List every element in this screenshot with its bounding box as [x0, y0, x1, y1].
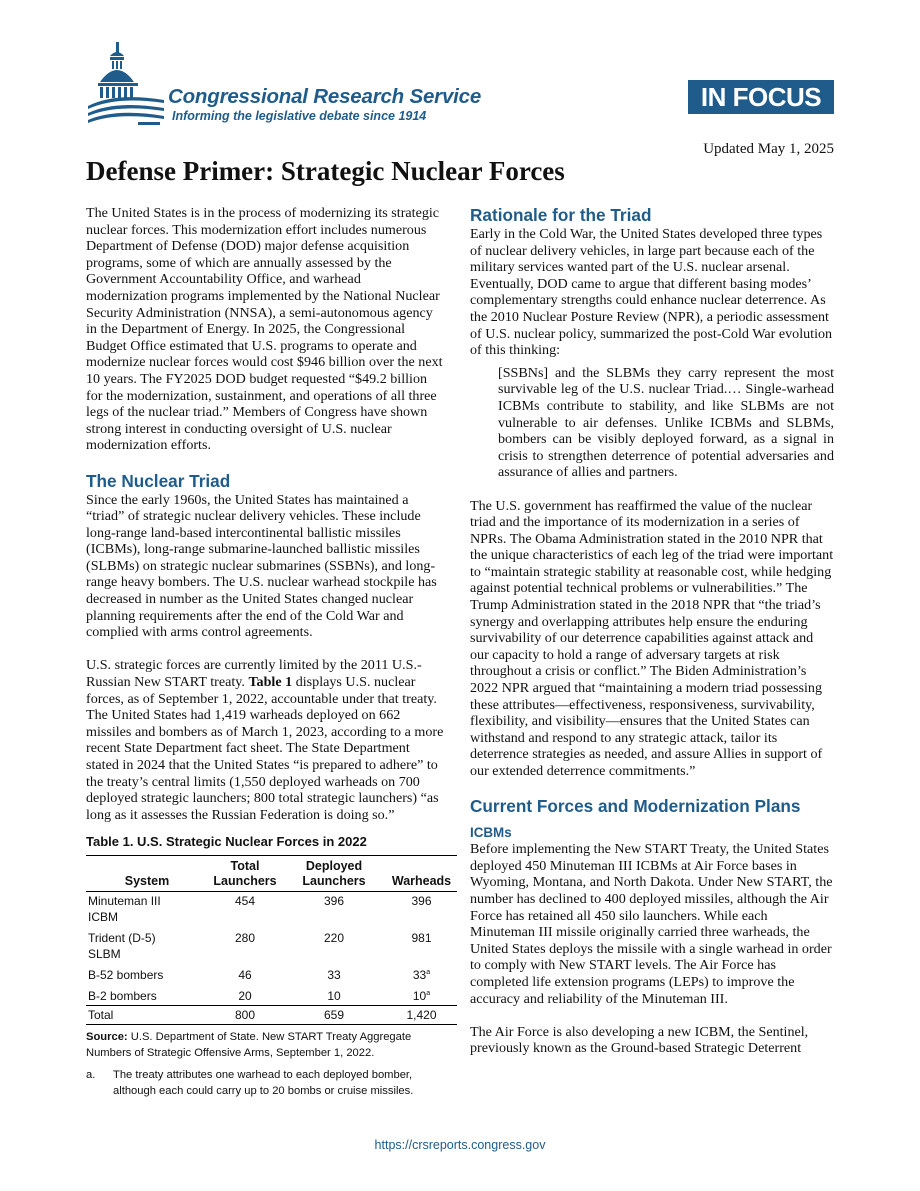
icbm-paragraph-2: The Air Force is also developing a new ICBM, the Sentinel, previously known as the Ground-based Strategic Deterrent	[470, 1023, 809, 1057]
crs-logo	[86, 40, 486, 132]
cell-warheads: 981	[411, 930, 432, 945]
footer-link[interactable]: https://crsreports.congress.gov	[374, 1138, 546, 1152]
note-marker: a.	[86, 1068, 96, 1081]
triad-p2-part-b: displays U.S. nuclear forces, as of September 1, 2022, accountable under that treaty. The United States had 1,419 warheads deployed on 662 missiles and bombers as of March 1, 2023, according to a more recent State Department fact sheet. The State Department stated in 2024 that the United States “is prepared to adhere” to the treaty’s central limits (1,550 deployed warheads on 700 deployed strategic launchers; 800 total strategic launchers) “as long as it assesses the Russian Federation is doing so.”	[86, 674, 444, 823]
source-label: Source:	[86, 1030, 128, 1043]
triad-paragraph-2	[86, 657, 444, 823]
cell-deployed: 396	[323, 893, 345, 908]
cell-deployed: 659	[282, 1005, 386, 1024]
table-header-row	[86, 855, 457, 891]
cell-total: 280	[234, 930, 256, 945]
rationale-paragraph-2: The U.S. government has reaffirmed the value of the nuclear triad and the importance of its modernization in a series of NPRs. The Obama Administration stated in the 2010 NPR that the unique characteristics of each leg of the triad were important to “maintain strategic stability at reasonable cost, while hedging against potential technical problems or vulnerabilities.” The Trump Administration stated in the 2018 NPR that “the triad’s synergy and overlapping attributes help ensure the enduring survivability of our deterrence capabilities against attack and our capacity to hold a range of adversary targets at risk throughout a crisis or conflict.” The Biden Administration’s 2022 NPR argued that “maintaining a modern triad possessing these attributes—effectiveness, responsiveness, survivability, flexibility, and visibility—ensures that the United States can withstand and respond to any strategic attack, tailor its deterrence strategies as needed, and assure Allies in support of our extended deterrence commitments.”	[470, 497, 834, 779]
note-text: The treaty attributes one warhead to each deployed bomber, although each could carry up to 20 bombs or cruise missiles.	[113, 1068, 414, 1097]
capitol-dome-icon	[86, 40, 166, 132]
cell-system: B-2 bombers	[88, 988, 157, 1003]
header-deployed-launchers: Deployed Launchers	[282, 855, 386, 891]
triad-heading: The Nuclear Triad	[86, 470, 231, 491]
cell-system: Trident (D-5) SLBM	[88, 930, 156, 961]
org-name: Congressional Research Service	[168, 85, 482, 108]
cell-deployed: 10	[327, 988, 341, 1003]
warheads-value: 33	[412, 967, 427, 982]
forces-table	[86, 855, 457, 1025]
cell-system: B-52 bombers	[88, 967, 164, 982]
cell-warheads	[386, 984, 457, 1006]
table-total-row	[86, 1005, 457, 1024]
npr-quote: [SSBNs] and the SLBMs they carry represent the most survivable leg of the U.S. nuclear Triad.… Single-warhead ICBMs contribute to stability, and like SLBMs are not vulnerable to air defenses. Unlike ICBMs and SLBMs, bombers can be visibly deployed forward, as a signal in crisis to strengthen deterrence of potential adversaries and assurance of allies and partners.	[498, 364, 834, 481]
updated-date: Updated May 1, 2025	[703, 141, 834, 157]
in-focus-badge: IN FOCUS	[688, 80, 834, 114]
cell-total: 46	[238, 967, 252, 982]
warheads-value: 10	[412, 988, 427, 1003]
table-ref: Table 1	[248, 674, 293, 691]
cell-system: Minuteman III ICBM	[88, 893, 161, 924]
cell-total: 454	[234, 893, 256, 908]
table-title: Table 1. U.S. Strategic Nuclear Forces in 2022	[86, 833, 367, 849]
left-column	[86, 205, 452, 1099]
rationale-paragraph-1: Early in the Cold War, the United States developed three types of nuclear delivery vehicles, in large part because each of the military services wanted part of the U.S. nuclear arsenal. Eventually, DOD came to argue that different basing modes’ complementary strengths could enhance nuclear deterrence. As the 2010 Nuclear Posture Review (NPR), a periodic assessment of U.S. nuclear policy, summarized the post-Cold War evolution of this thinking:	[470, 226, 833, 359]
footnote-mark: a	[426, 968, 431, 976]
cell-warheads: 1,420	[386, 1005, 457, 1024]
table-source	[86, 1029, 446, 1061]
intro-paragraph: The United States is in the process of modernizing its strategic nuclear forces. This modernization effort includes numerous Department of Defense (DOD) major defense acquisition programs, some of which are annually assessed by the Government Accountability Office, and warhead modernization programs implemented by the National Nuclear Security Administration (NNSA), a semi-autonomous agency in the Department of Energy. In 2025, the Congressional Budget Office estimated that U.S. programs to operate and modernize nuclear forces would cost $946 billion over the next 10 years. The FY2025 DOD budget requested “$49.2 billion for the modernization, sustainment, and operations of all three legs of the nuclear triad.” Members of Congress have shown strong interest in conducting oversight of U.S. nuclear modernization efforts.	[86, 205, 443, 454]
rationale-heading: Rationale for the Triad	[470, 205, 652, 225]
table-row	[86, 984, 457, 1006]
icbm-heading: ICBMs	[470, 825, 512, 841]
current-forces-heading: Current Forces and Modernization Plans	[470, 796, 801, 817]
cell-warheads: 396	[411, 893, 432, 908]
header-warheads: Warheads	[386, 855, 457, 891]
cell-total: 800	[208, 1005, 282, 1024]
cell-deployed: 220	[323, 930, 345, 945]
header-system: System	[86, 855, 208, 891]
footnote-mark: a	[426, 989, 431, 997]
right-column	[470, 205, 834, 1074]
triad-p2-part-a: U.S. strategic forces are currently limited by the 2011 U.S.-Russian New START treaty.	[86, 657, 422, 691]
header-total-launchers: Total Launchers	[208, 855, 282, 891]
cell-total: 20	[238, 988, 252, 1003]
table-row	[86, 963, 457, 984]
org-tagline: Informing the legislative debate since 1914	[172, 109, 427, 123]
triad-paragraph-1: Since the early 1960s, the United States has maintained a “triad” of strategic nuclear delivery vehicles. These include long-range land-based intercontinental ballistic missiles (ICBMs), long-range submarine-launched ballistic missiles (SLBMs) on strategic nuclear submarines (SSBNs), and long-range heavy bombers. The U.S. nuclear warhead stockpile has decreased in number as the United States changed nuclear planning requirements after the end of the Cold War and complied with arms control agreements.	[86, 491, 437, 641]
cell-deployed: 33	[327, 967, 341, 982]
cell-warheads	[386, 963, 457, 984]
table-row	[86, 926, 457, 963]
table-row	[86, 891, 457, 926]
icbm-paragraph-1: Before implementing the New START Treaty, the United States deployed 450 Minuteman III ICBMs at Air Force bases in Wyoming, Montana, and North Dakota. Under New START, the number has declined to 400 deployed missiles, although the Air Force has retained all 450 silo launchers. While each Minuteman III missile originally carried three warheads, the United States deploys the missile with a single warhead in order to comply with New START levels. The Air Force has completed life extension programs (LEPs) to improve the accuracy and reliability of the Minuteman III.	[470, 841, 833, 1007]
table-note	[86, 1067, 446, 1099]
page-title: Defense Primer: Strategic Nuclear Forces	[86, 156, 565, 186]
source-text: U.S. Department of State. New START Treaty Aggregate Numbers of Strategic Offensive Arms, September 1, 2022.	[86, 1030, 412, 1059]
cell-system: Total	[86, 1005, 208, 1024]
